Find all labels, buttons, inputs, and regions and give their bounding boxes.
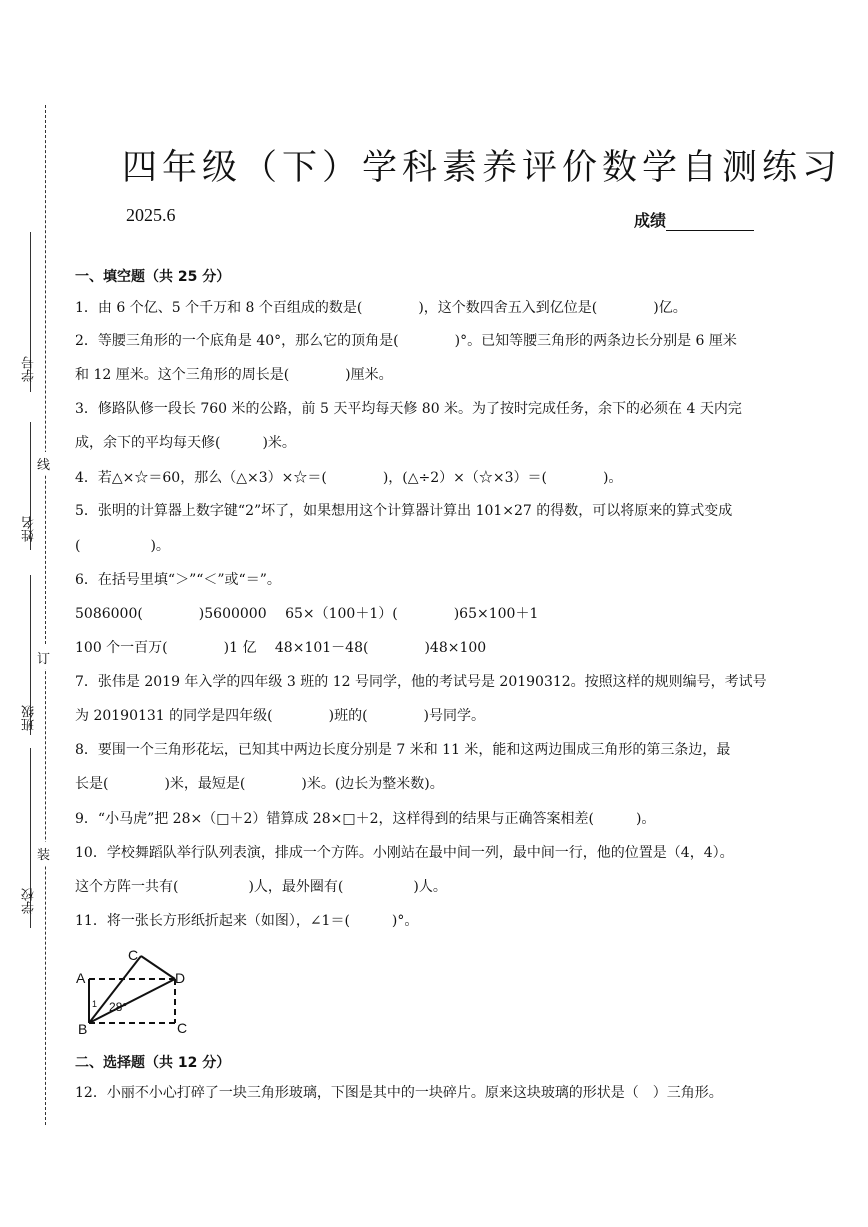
page-title	[122, 140, 868, 230]
question-line: 12．小丽不小心打碎了一块三角形玻璃，下图是其中的一块碎片。原来这块玻璃的形状是（ ）三角形。	[75, 1085, 723, 1101]
question-line: 9．“小马虎”把 28×（□＋2）错算成 28×□＋2，这样得到的结果与正确答案相差( )。	[75, 811, 656, 827]
figure-label-c-bottom: C	[177, 1020, 188, 1036]
question-line: 成，余下的平均每天修( )米。	[75, 435, 296, 451]
section-choice-heading: 二、选择题（共 12 分）	[75, 1055, 231, 1071]
title-text: 四年级（下）学科素养评价数学自测练习	[122, 148, 843, 188]
figure-edge-cd	[141, 956, 175, 979]
question-line: 5．张明的计算器上数字键“2”坏了，如果想用这个计算器计算出 101×27 的得数，可以将原来的算式变成	[75, 503, 733, 519]
figure-label-a: A	[76, 970, 86, 986]
class-label: 班级	[22, 705, 37, 731]
folded-paper-figure	[75, 945, 195, 1037]
question-line: 10．学校舞蹈队举行队列表演，排成一个方阵。小刚站在最中间一列，最中间一行，他的位置是（4，4）。	[75, 845, 734, 861]
student-id-label: 学号	[22, 356, 37, 382]
binding-word-zhuang: 装	[37, 842, 50, 865]
question-line: 100 个一百万( )1 亿 48×101－48( )48×100	[75, 640, 487, 656]
binding-dashed-line	[45, 105, 46, 1125]
figure-label-d: D	[175, 970, 186, 986]
question-line: 和 12 厘米。这个三角形的周长是( )厘米。	[75, 367, 393, 383]
figure-label-c-top: C	[128, 947, 139, 963]
binding-word-xian: 线	[37, 452, 50, 475]
question-line: 5086000( )5600000 65×（100＋1）( )65×100＋1	[75, 606, 539, 622]
school-label: 学校	[22, 888, 37, 914]
question-line: ( )。	[75, 538, 170, 554]
question-line: 3．修路队修一段长 760 米的公路，前 5 天平均每天修 80 米。为了按时完成任务，余下的必须在 4 天内完	[75, 401, 742, 417]
score-label: 成绩	[634, 211, 667, 230]
question-line: 6．在括号里填“＞”“＜”或“＝”。	[75, 572, 281, 588]
score-field	[634, 208, 754, 231]
binding-word-ding: 订	[37, 646, 50, 669]
name-label: 姓名	[22, 516, 37, 542]
question-line: 8．要围一个三角形花坛，已知其中两边长度分别是 7 米和 11 米，能和这两边围成三角形的第三条边，最	[75, 742, 731, 758]
figure-angle-1-label: 1	[92, 999, 98, 1009]
question-line: 2．等腰三角形的一个底角是 40°，那么它的顶角是( )°。已知等腰三角形的两条边长分别是 6 厘米	[75, 333, 737, 349]
section-fill-heading: 一、填空题（共 25 分）	[75, 269, 231, 285]
score-blank[interactable]	[666, 214, 754, 231]
question-line: 1．由 6 个亿、5 个千万和 8 个百组成的数是( )，这个数四舍五入到亿位是( )亿。	[75, 300, 687, 316]
question-line: 11．将一张长方形纸折起来（如图），∠1＝( )°。	[75, 913, 419, 929]
figure-fold-bd	[89, 979, 175, 1023]
question-line: 7．张伟是 2019 年入学的四年级 3 班的 12 号同学，他的考试号是 20190312。按照这样的规则编号，考试号	[75, 674, 767, 690]
question-line: 为 20190131 的同学是四年级( )班的( )号同学。	[75, 708, 486, 724]
question-line: 4．若△×☆＝60，那么（△×3）×☆＝( )，(△÷2）×（☆×3）＝( )。	[75, 470, 623, 486]
title-year: 2025.6	[126, 205, 176, 225]
question-line: 长是( )米，最短是( )米。(边长为整米数)。	[75, 776, 444, 792]
figure-label-b: B	[78, 1021, 88, 1037]
figure-angle-value: 28°	[109, 1000, 128, 1014]
question-line: 这个方阵一共有( )人，最外圈有( )人。	[75, 879, 447, 895]
